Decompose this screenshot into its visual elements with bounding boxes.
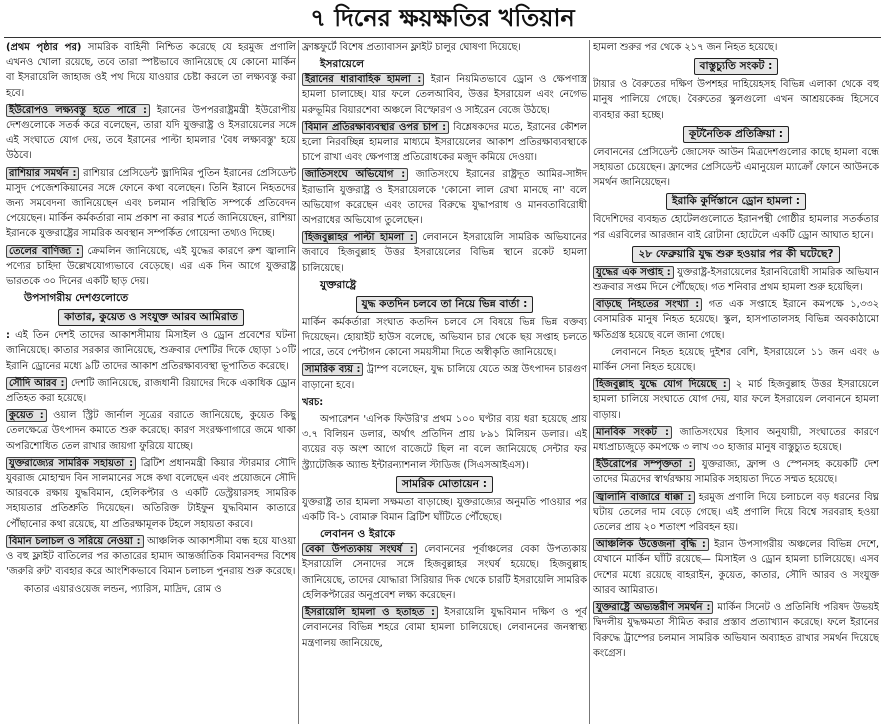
article-column-2	[302, 40, 587, 724]
column-divider	[589, 40, 590, 724]
paragraph-text: যুক্তরাষ্ট্র-ইসরায়েলের ইরানবিরোধী সামরিক অভিযান শুক্রবার সপ্তম দিনে পৌঁছেছে। গত শনিবার প্রথম হামলা শুরু হয়েছিল।	[593, 266, 879, 294]
paragraph-lead: খরচ:	[302, 396, 324, 408]
inline-heading: ইসরায়েলি হামলা ও হতাহত :	[302, 606, 438, 619]
page-title: ৭ দিনের ক্ষয়ক্ষতির খতিয়ান	[310, 4, 575, 32]
paragraph-text: দেশটি জানিয়েছে, রাজধানী রিয়াদের দিকে একাধিক ড্রোন প্রতিহত করা হয়েছে।	[6, 377, 296, 405]
paragraph	[593, 377, 879, 423]
paragraph	[302, 120, 587, 166]
paragraph-text: কাতার এয়ারওয়েজ লন্ডন, প্যারিস, মাদ্রিদ, রোম ও	[24, 583, 222, 595]
paragraph-text: ২ মার্চ হিজবুল্লাহ উত্তর ইসরায়েলে হামলা চালিয়ে সংঘাতে যোগ দেয়, যার ফলে ইসরায়েল লেবাননে হামলা বাড়ায়।	[593, 379, 879, 421]
paragraph	[6, 328, 296, 374]
paragraph-text: ট্রাম্প বলেছেন, যুদ্ধ চালিয়ে যেতে অস্ত্র উৎপাদন চারগুণ বাড়ানো হবে।	[302, 364, 587, 391]
inline-heading: বেকা উপত্যকায় সংঘর্ষ :	[302, 543, 417, 556]
paragraph	[302, 542, 587, 603]
paragraph-text: ব্রিটিশ প্রধানমন্ত্রী কিয়ার স্টারমার সৌদি যুবরাজ মোহাম্মদ বিন সালমানের সঙ্গে কথা বলেছেন এবং প্রয়োজনে সৌদি আরবকে রক্ষায় যুদ্ধবিমান, হেলিকপ্টার ও একটি ডেস্ট্রয়ারসহ সামরিক সহায়তার প্রতিশ্রুতি দিয়েছেন। অতিরিক্ত টাইফুন যুদ্ধবিমান কাতারে পৌঁছানোর কথা রয়েছে, যা প্রতিরক্ষামূলক টহলে সহায়তা করবে।	[6, 457, 296, 530]
paragraph	[302, 167, 587, 228]
paragraph-text: লেবাননে ইসরায়েলি সামরিক অভিযানের জবাবে হিজবুল্লাহ উত্তর ইসরায়েলের বিভিন্ন স্থানে রকেট হামলা চালিয়েছে।	[302, 232, 587, 274]
paragraph	[6, 456, 296, 532]
article-column-1	[6, 40, 296, 724]
paragraph-text: আঞ্চলিক আকাশসীমা বন্ধ হয়ে যাওয়া ও বহু ফ্লাইট বাতিলের পর কাতারের হামাদ আন্তর্জাতিক বিমানবন্দর বিশেষ 'জরুরি রুট' ব্যবহার করে আংশিকভাবে বিমান চলাচল পুনরায় শুরু করেছে।	[6, 535, 296, 578]
paragraph-text: হামলা শুরুর পর থেকে ২১৭ জন নিহত হয়েছে।	[593, 42, 778, 53]
inline-heading: বাড়ছে নিহতের সংখ্যা :	[593, 298, 702, 311]
paragraph	[593, 297, 879, 343]
paragraph-text: সামরিক বাহিনী নিশ্চিত করেছে যে হরমুজ প্রণালি এখনও খোলা রয়েছে, তবে তারা স্পষ্টভাবে জানিয়েছে যে কোনো মার্কিন বা ইসরায়েলি জাহাজ ওই পথ দিয়ে যাওয়ার চেষ্টা করলে তা লক্ষ্যবস্তু করা হবে।	[6, 42, 296, 99]
paragraph	[302, 40, 587, 55]
paragraph-text: ইরানের উপপররাষ্ট্রমন্ত্রী ইউরোপীয় দেশগুলোকে সতর্ক করে বলেছেন, তারা যদি যুক্তরাষ্ট্র ও ইসরায়েলের সঙ্গে এই সংঘাতে যোগ দেয়, তবে ইরানের পাল্টা হামলার 'বৈধ লক্ষ্যবস্তু' হয়ে উঠবে।	[6, 104, 296, 162]
paragraph-text: মার্কিন সিনেট ও প্রতিনিধি পরিষদ উভয়ই দ্বিদলীয় যুদ্ধক্ষমতা সীমিত করার প্রস্তাব প্রত্যাখ্যান করেছে। ফলে ইরানের বিরুদ্ধে ট্রাম্পের চলমান সামরিক অভিযান অব্যাহত রাখার সমর্থন দিয়েছে কংগ্রেস।	[593, 602, 879, 659]
paragraph	[6, 166, 296, 242]
paragraph	[593, 145, 879, 191]
paragraph-text: অপারেশন 'এপিক ফিউরি'র প্রথম ১০০ ঘণ্টার ব্যয় ধরা হয়েছে প্রায় ৩.৭ বিলিয়ন ডলার, অর্থাৎ প্রতিদিন প্রায় ৮৯১ মিলিয়ন ডলার। এই ব্যয়ের বড় অংশ আগে বাজেটে ছিল না বলে জানিয়েছে সেন্টার ফর স্ট্র্যাটেজিক অ্যান্ড ইন্টারন্যাশনাল স্টাডিজ (সিএসআইএস)।	[302, 414, 587, 471]
paragraph	[593, 600, 879, 661]
paragraph-text: হরমুজ প্রণালি দিয়ে চলাচলে বড় ধরনের বিঘ্ন ঘটায় তেলের দাম বেড়ে গেছে। এই প্রণালি দিয়ে বিশ্বে সরবরাহ হওয়া তেলের প্রায় ২০ শতাংশ পরিবহন হয়।	[593, 491, 879, 534]
paragraph	[6, 376, 296, 406]
paragraph	[593, 77, 879, 123]
paragraph	[593, 457, 879, 487]
paragraph	[302, 395, 587, 410]
paragraph	[6, 244, 296, 290]
paragraph	[6, 103, 296, 164]
section-heading: যুক্তরাষ্ট্রে	[320, 278, 357, 291]
subheading-box: কূটনৈতিক প্রতিক্রিয়া :	[683, 126, 789, 143]
paragraph-text: বিদেশিদের ব্যবহৃত হোটেলগুলোতে ইরানপন্থী গোষ্ঠীর হামলার সতর্কতার পর এরবিলের আরজান বাই রোটানা হোটেলে একটি ড্রোন আঘাত হানে।	[593, 214, 879, 241]
paragraph-text: জাতিসংঘের হিসাব অনুযায়ী, সংঘাতের কারণে মধ্যপ্রাচ্যজুড়ে কমপক্ষে ৩ লাখ ৩০ হাজার মানুষ বাস্তুচ্যুত হয়েছে।	[593, 426, 879, 454]
paragraph	[593, 490, 879, 536]
inline-heading: সামরিক ব্যয় :	[302, 363, 363, 376]
inline-heading: ইউরোপের সম্পৃক্ততা :	[593, 458, 695, 471]
paragraph	[593, 345, 879, 375]
paragraph-text: ক্রেমলিন জানিয়েছে, এই যুদ্ধের কারণে রুশ জ্বালানি পণ্যের চাহিদা উল্লেখযোগ্যভাবে বেড়েছে। এর এক দিন আগে যুক্তরাষ্ট্র ভারতকে ৩০ দিনের একটি ছাড় দেয়।	[6, 245, 296, 288]
paragraph-text: টায়ার ও বৈরুতের দক্ষিণ উপশহর দাহিয়েহসহ বিভিন্ন এলাকা থেকে বহু মানুষ পালিয়ে গেছে। বৈরুতের স্কুলগুলো এখন আশ্রয়কেন্দ্র হিসেবে ব্যবহার করা হচ্ছে।	[593, 79, 879, 121]
paragraph-lead: :	[6, 330, 10, 342]
paragraph	[6, 582, 296, 597]
paragraph-text: ইরান উপসাগরীয় অঞ্চলের বিভিন্ন দেশে, যেখানে মার্কিন ঘাঁটি রয়েছে— মিসাইল ও ড্রোন হামলা চালিয়েছে। এসব দেশের মধ্যে রয়েছে বাহরাইন, কুয়েত, কাতার, সৌদি আরব ও সংযুক্ত আরব আমিরাত।	[593, 539, 879, 596]
inline-heading: রাশিয়ার সমর্থন :	[6, 167, 79, 180]
paragraph-lead: (প্রথম পৃষ্ঠার পর)	[6, 42, 82, 53]
inline-heading: হিজবুল্লাহ যুদ্ধে যোগ দিয়েছে :	[593, 378, 730, 391]
inline-heading: তেলের বাণিজ্য :	[6, 245, 83, 258]
paragraph	[302, 315, 587, 361]
article-column-3	[593, 40, 879, 724]
inline-heading: জাতিসংঘে অভিযোগ :	[302, 168, 408, 181]
paragraph-text: ফ্রাঙ্কফুর্টে বিশেষ প্রত্যাবাসন ফ্লাইট চালুর ঘোষণা দিয়েছে।	[302, 42, 521, 53]
paragraph-text: ইসরায়েলি যুদ্ধবিমান দক্ষিণ ও পূর্ব লেবাননের বিভিন্ন শহরে বোমা হামলা চালিয়েছে। লেবাননের জনস্বাস্থ্য মন্ত্রণালয় জানিয়েছে,	[302, 607, 587, 649]
paragraph-text: বিশ্লেষকদের মতে, ইরানের কৌশল হলো নিরবচ্ছিন্ন হামলার মাধ্যমে ইসরায়েলের আকাশ প্রতিরক্ষাব্যবস্থাকে চাপে রাখা এবং ক্ষেপণাস্ত্র প্রতিরোধকের মজুদ কমিয়ে দেওয়া।	[302, 121, 587, 164]
inline-heading: হিজবুল্লাহর পাল্টা হামলা :	[302, 231, 417, 244]
paragraph-text: ইরান নিয়মিতভাবে ড্রোন ও ক্ষেপণাস্ত্র হামলা চালাচ্ছে। যার ফলে তেলআবিব, উত্তর ইসরায়েল এবং নেগেভ মরুভূমির বিয়ারশেবা অঞ্চলে বিস্ফোরণ ও সাইরেন বেজে উঠছে।	[302, 74, 587, 116]
paragraph-text: মার্কিন কর্মকর্তারা সংঘাত কতদিন চলবে সে বিষয়ে ভিন্ন ভিন্ন বক্তব্য দিয়েছেন। হোয়াইট হাউস বলেছে, অভিযান চার থেকে ছয় সপ্তাহ চলতে পারে, তবে পেন্টাগন কোনো সময়সীমা দিতে অস্বীকৃতি জানিয়েছে।	[302, 316, 587, 359]
paragraph	[593, 40, 879, 55]
paragraph-text: যুক্তরাষ্ট্র তার হামলা সক্ষমতা বাড়াচ্ছে। যুক্তরাজ্যের অনুমতি পাওয়ার পর একটি বি-১ বোমারু বিমান ব্রিটিশ ঘাঁটিতে পৌঁছেছে।	[302, 496, 587, 524]
inline-heading: মানবিক সংকট :	[593, 426, 672, 439]
paragraph-text: লেবাননের পূর্বাঞ্চলের বেকা উপত্যকায় ইসরায়েলি সেনাদের সঙ্গে হিজবুল্লাহর সংঘর্ষ হয়েছে। হিজবুল্লাহ জানিয়েছে, তাদের যোদ্ধারা সিরিয়ার দিক থেকে চারটি ইসরায়েলি সামরিক হেলিকপ্টারের অনুপ্রবেশ লক্ষ্য করেছেন।	[302, 544, 587, 601]
inline-heading: যুক্তরাষ্ট্রে অভ্যন্তরীণ সমর্থন :	[593, 601, 713, 614]
paragraph	[302, 72, 587, 118]
paragraph-text: এই তিন দেশই তাদের আকাশসীমায় মিসাইল ও ড্রোন প্রবেশের ঘটনা জানিয়েছে। কাতার সরকার জানিয়েছে, শুক্রবার দেশটির দিকে ছোড়া ১০টি ইরানি ড্রোনের মধ্যে ৯টি তাদের আকাশ প্রতিরক্ষাব্যবস্থা ভূপাতিত করেছে।	[6, 330, 296, 372]
paragraph-text: ওয়াল স্ট্রিট জার্নাল সূত্রের বরাতে জানিয়েছে, কুয়েত কিছু তেলক্ষেত্রে উৎপাদন কমাতে শুরু করেছে। কারণ সংরক্ষণাগারে জমে থাকা অপরিশোধিত তেল রাখার জায়গা ফুরিয়ে যাচ্ছে।	[6, 410, 296, 452]
inline-heading: আঞ্চলিক উত্তেজনা বৃদ্ধি :	[593, 538, 709, 551]
paragraph	[302, 605, 587, 651]
paragraph-text: গত এক সপ্তাহে ইরানে কমপক্ষে ১,৩৩২ বেসামরিক মানুষ নিহত হয়েছে। স্কুল, হাসপাতালসহ বিভিন্ন অবকাঠামো ক্ষতিগ্রস্ত হয়েছে বলে জানা গেছে।	[593, 299, 879, 341]
inline-heading: কুয়েত :	[6, 409, 47, 422]
title-divider	[4, 37, 881, 38]
subheading-box: যুদ্ধ কতদিন চলবে তা নিয়ে ভিন্ন বার্তা :	[356, 296, 534, 313]
inline-heading: ইরানের ধারাবাহিক হামলা :	[302, 73, 424, 86]
subheading-box: সামরিক মোতায়েন :	[396, 476, 493, 493]
paragraph-text: যুক্তরাজ্য, ফ্রান্স ও স্পেনসহ কয়েকটি দেশ তাদের মিত্রদের স্বার্থরক্ষায় সামরিক সহায়তা দিতে সম্মত হয়েছে।	[593, 459, 879, 486]
subheading-box: ইরাকি কুর্দিস্তানে ড্রোন হামলা :	[666, 193, 806, 210]
paragraph	[6, 534, 296, 580]
inline-heading: বিমান প্রতিরক্ষাব্যবস্থার ওপর চাপ :	[302, 121, 449, 134]
subheading-box: বাস্তুচ্যুতি সংকট :	[694, 58, 779, 75]
paragraph	[6, 408, 296, 454]
paragraph-text: জাতিসংঘে ইরানের রাষ্ট্রদূত আমির-সাঈদ ইরাভানি যুক্তরাষ্ট্র ও ইসরায়েলকে 'কোনো লাল রেখা মানছে না' বলে অভিযোগ করেছেন এবং তাদের বিরুদ্ধে যুদ্ধাপরাধ ও মানবতাবিরোধী অপরাধের অভিযোগ তুলেছেন।	[302, 169, 587, 227]
paragraph	[6, 40, 296, 101]
section-heading: ইসরায়েলে	[320, 58, 365, 71]
paragraph-text: লেবাননের প্রেসিডেন্ট জোসেফ আউন মিত্রদেশগুলোর কাছে হামলা বন্ধে সহায়তা চেয়েছেন। ফ্রান্সের প্রেসিডেন্ট এমানুয়েল ম্যাক্রোঁ ফোনে আউনকে সমর্থন জানিয়েছেন।	[593, 146, 879, 189]
inline-heading: সৌদি আরব :	[6, 377, 67, 390]
subheading-box: কাতার, কুয়েত ও সংযুক্ত আরব আমিরাত	[58, 309, 244, 326]
section-heading: লেবানন ও ইরাকে	[320, 528, 396, 541]
paragraph	[593, 425, 879, 455]
inline-heading: বিমান চলাচল ও সরিয়ে নেওয়া :	[6, 535, 144, 548]
inline-heading: জ্বালানি বাজারে ধাক্কা :	[593, 491, 695, 504]
paragraph	[593, 212, 879, 242]
paragraph	[302, 230, 587, 276]
paragraph	[593, 265, 879, 295]
section-heading: উপসাগরীয় দেশগুলোতে	[24, 292, 129, 305]
paragraph-text: রাশিয়ার প্রেসিডেন্ট ভ্লাদিমির পুতিন ইরানের প্রেসিডেন্ট মাসুদ পেজেশকিয়ানের সঙ্গে ফোনে কথা বলেছেন। তিনি ইরানে নিহতদের জন্য সমবেদনা জানিয়েছেন এবং চলমান পরিস্থিতি সম্পর্কে প্রতিবেদন পেয়েছেন। মার্কিন কর্মকর্তারা নাম প্রকাশ না করার শর্তে জানিয়েছেন, রাশিয়া ইরানকে যুক্তরাষ্ট্রের সামরিক অবস্থান সম্পর্কিত গোয়েন্দা তথ্যও দিচ্ছে।	[6, 167, 296, 240]
paragraph	[302, 495, 587, 525]
paragraph	[302, 412, 587, 473]
paragraph	[593, 537, 879, 598]
column-divider	[298, 40, 299, 724]
inline-heading: যুক্তরাজ্যের সামরিক সহায়তা :	[6, 457, 136, 470]
subheading-box: ২৮ ফেব্রুয়ারি যুদ্ধ শুরু হওয়ার পর কী ঘটেছে?	[632, 246, 839, 263]
paragraph-text: লেবাননে নিহত হয়েছে দুইশর বেশি, ইসরায়েলে ১১ জন এবং ৬ মার্কিন সেনা নিহত হয়েছে।	[593, 346, 879, 374]
paragraph	[302, 362, 587, 392]
inline-heading: ইউরোপও লক্ষ্যবস্তু হতে পারে :	[6, 104, 150, 117]
inline-heading: যুদ্ধের এক সপ্তাহ :	[593, 266, 674, 279]
